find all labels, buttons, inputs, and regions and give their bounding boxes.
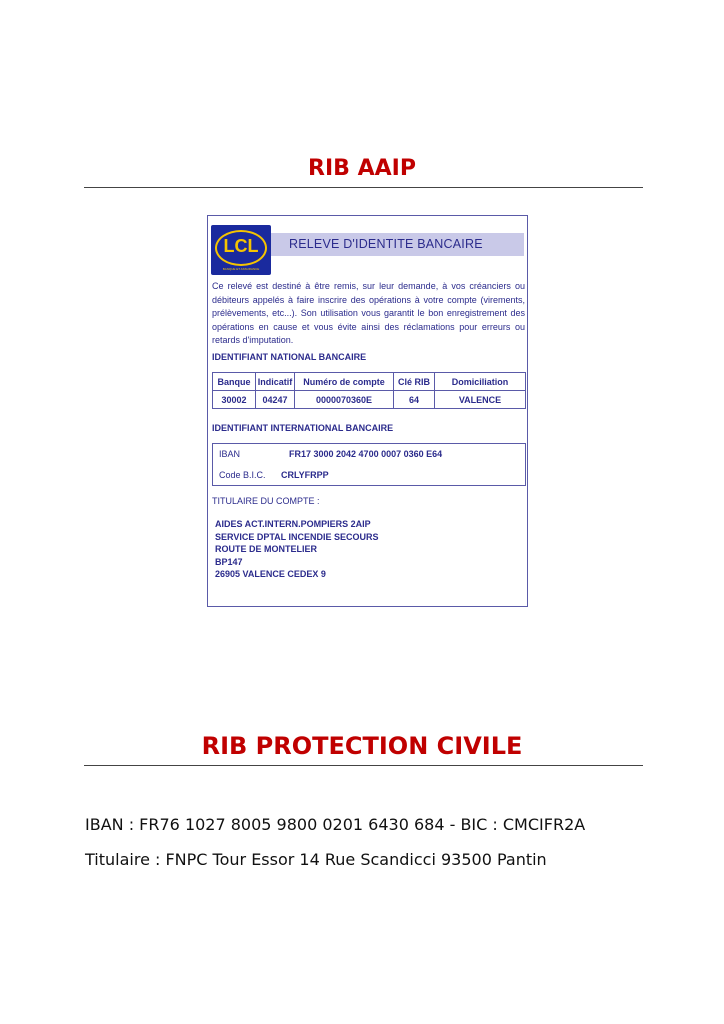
table-header-row (213, 373, 526, 391)
iban-value: FR17 3000 2042 4700 0007 0360 E64 (289, 449, 443, 459)
pc-titulaire-line: Titulaire : FNPC Tour Essor 14 Rue Scandicci 93500 Pantin (85, 850, 547, 869)
table-header-cell: Banque (213, 373, 256, 391)
table-header-cell: Domiciliation (435, 373, 526, 391)
holder-address (215, 518, 379, 581)
table-cell: VALENCE (435, 391, 526, 409)
bic-label: Code B.I.C. (219, 470, 266, 480)
divider-rule (84, 187, 643, 188)
table-header-cell: Clé RIB (394, 373, 435, 391)
rib-header-title: RELEVE D'IDENTITE BANCAIRE (289, 237, 483, 251)
table-cell: 0000070360E (295, 391, 394, 409)
pc-iban-line: IBAN : FR76 1027 8005 9800 0201 6430 684 - BIC : CMCIFR2A (85, 815, 586, 834)
rib-card (207, 215, 528, 607)
lcl-logo (211, 225, 271, 275)
table-cell: 30002 (213, 391, 256, 409)
national-id-label: IDENTIFIANT NATIONAL BANCAIRE (212, 352, 367, 362)
rib-header-band (271, 233, 524, 256)
iban-row (219, 449, 442, 459)
bic-row (219, 470, 329, 480)
holder-line: BP147 (215, 556, 243, 567)
bic-value: CRLYFRPP (281, 470, 329, 480)
international-id-label: IDENTIFIANT INTERNATIONAL BANCAIRE (212, 423, 394, 433)
rib-intro-text: Ce relevé est destiné à être remis, sur leur demande, à vos créanciers ou débiteurs appelés à faire inscrire des opérations à votre compte (virements, prélèvements, etc...). Son utilisation vous garantit le bon enregistrement des opérations en cause et vous évite ainsi des réclamations pour erreurs ou retards d'imputation. (212, 281, 525, 345)
section-title-protection-civile: RIB PROTECTION CIVILE (201, 732, 523, 760)
table-header-cell: Numéro de compte (295, 373, 394, 391)
section-title-aaip: RIB AAIP (308, 156, 416, 181)
international-id-box (212, 443, 526, 486)
table-row (213, 391, 526, 409)
table-cell: 64 (394, 391, 435, 409)
table-header-cell: Indicatif (256, 373, 295, 391)
holder-line: 26905 VALENCE CEDEX 9 (215, 569, 326, 579)
holder-line: AIDES ACT.INTERN.POMPIERS 2AIP (215, 519, 371, 529)
national-bank-table (212, 372, 526, 409)
holder-line: SERVICE DPTAL INCENDIE SECOURS (215, 531, 379, 542)
divider-rule (84, 765, 643, 766)
logo-text: LCL (223, 236, 259, 256)
table-cell: 04247 (256, 391, 295, 409)
logo-tagline: BANQUE ET ASSURANCE (222, 267, 260, 271)
iban-label: IBAN (219, 449, 241, 459)
holder-label: TITULAIRE DU COMPTE : (212, 496, 320, 506)
holder-line: ROUTE DE MONTELIER (215, 544, 318, 554)
